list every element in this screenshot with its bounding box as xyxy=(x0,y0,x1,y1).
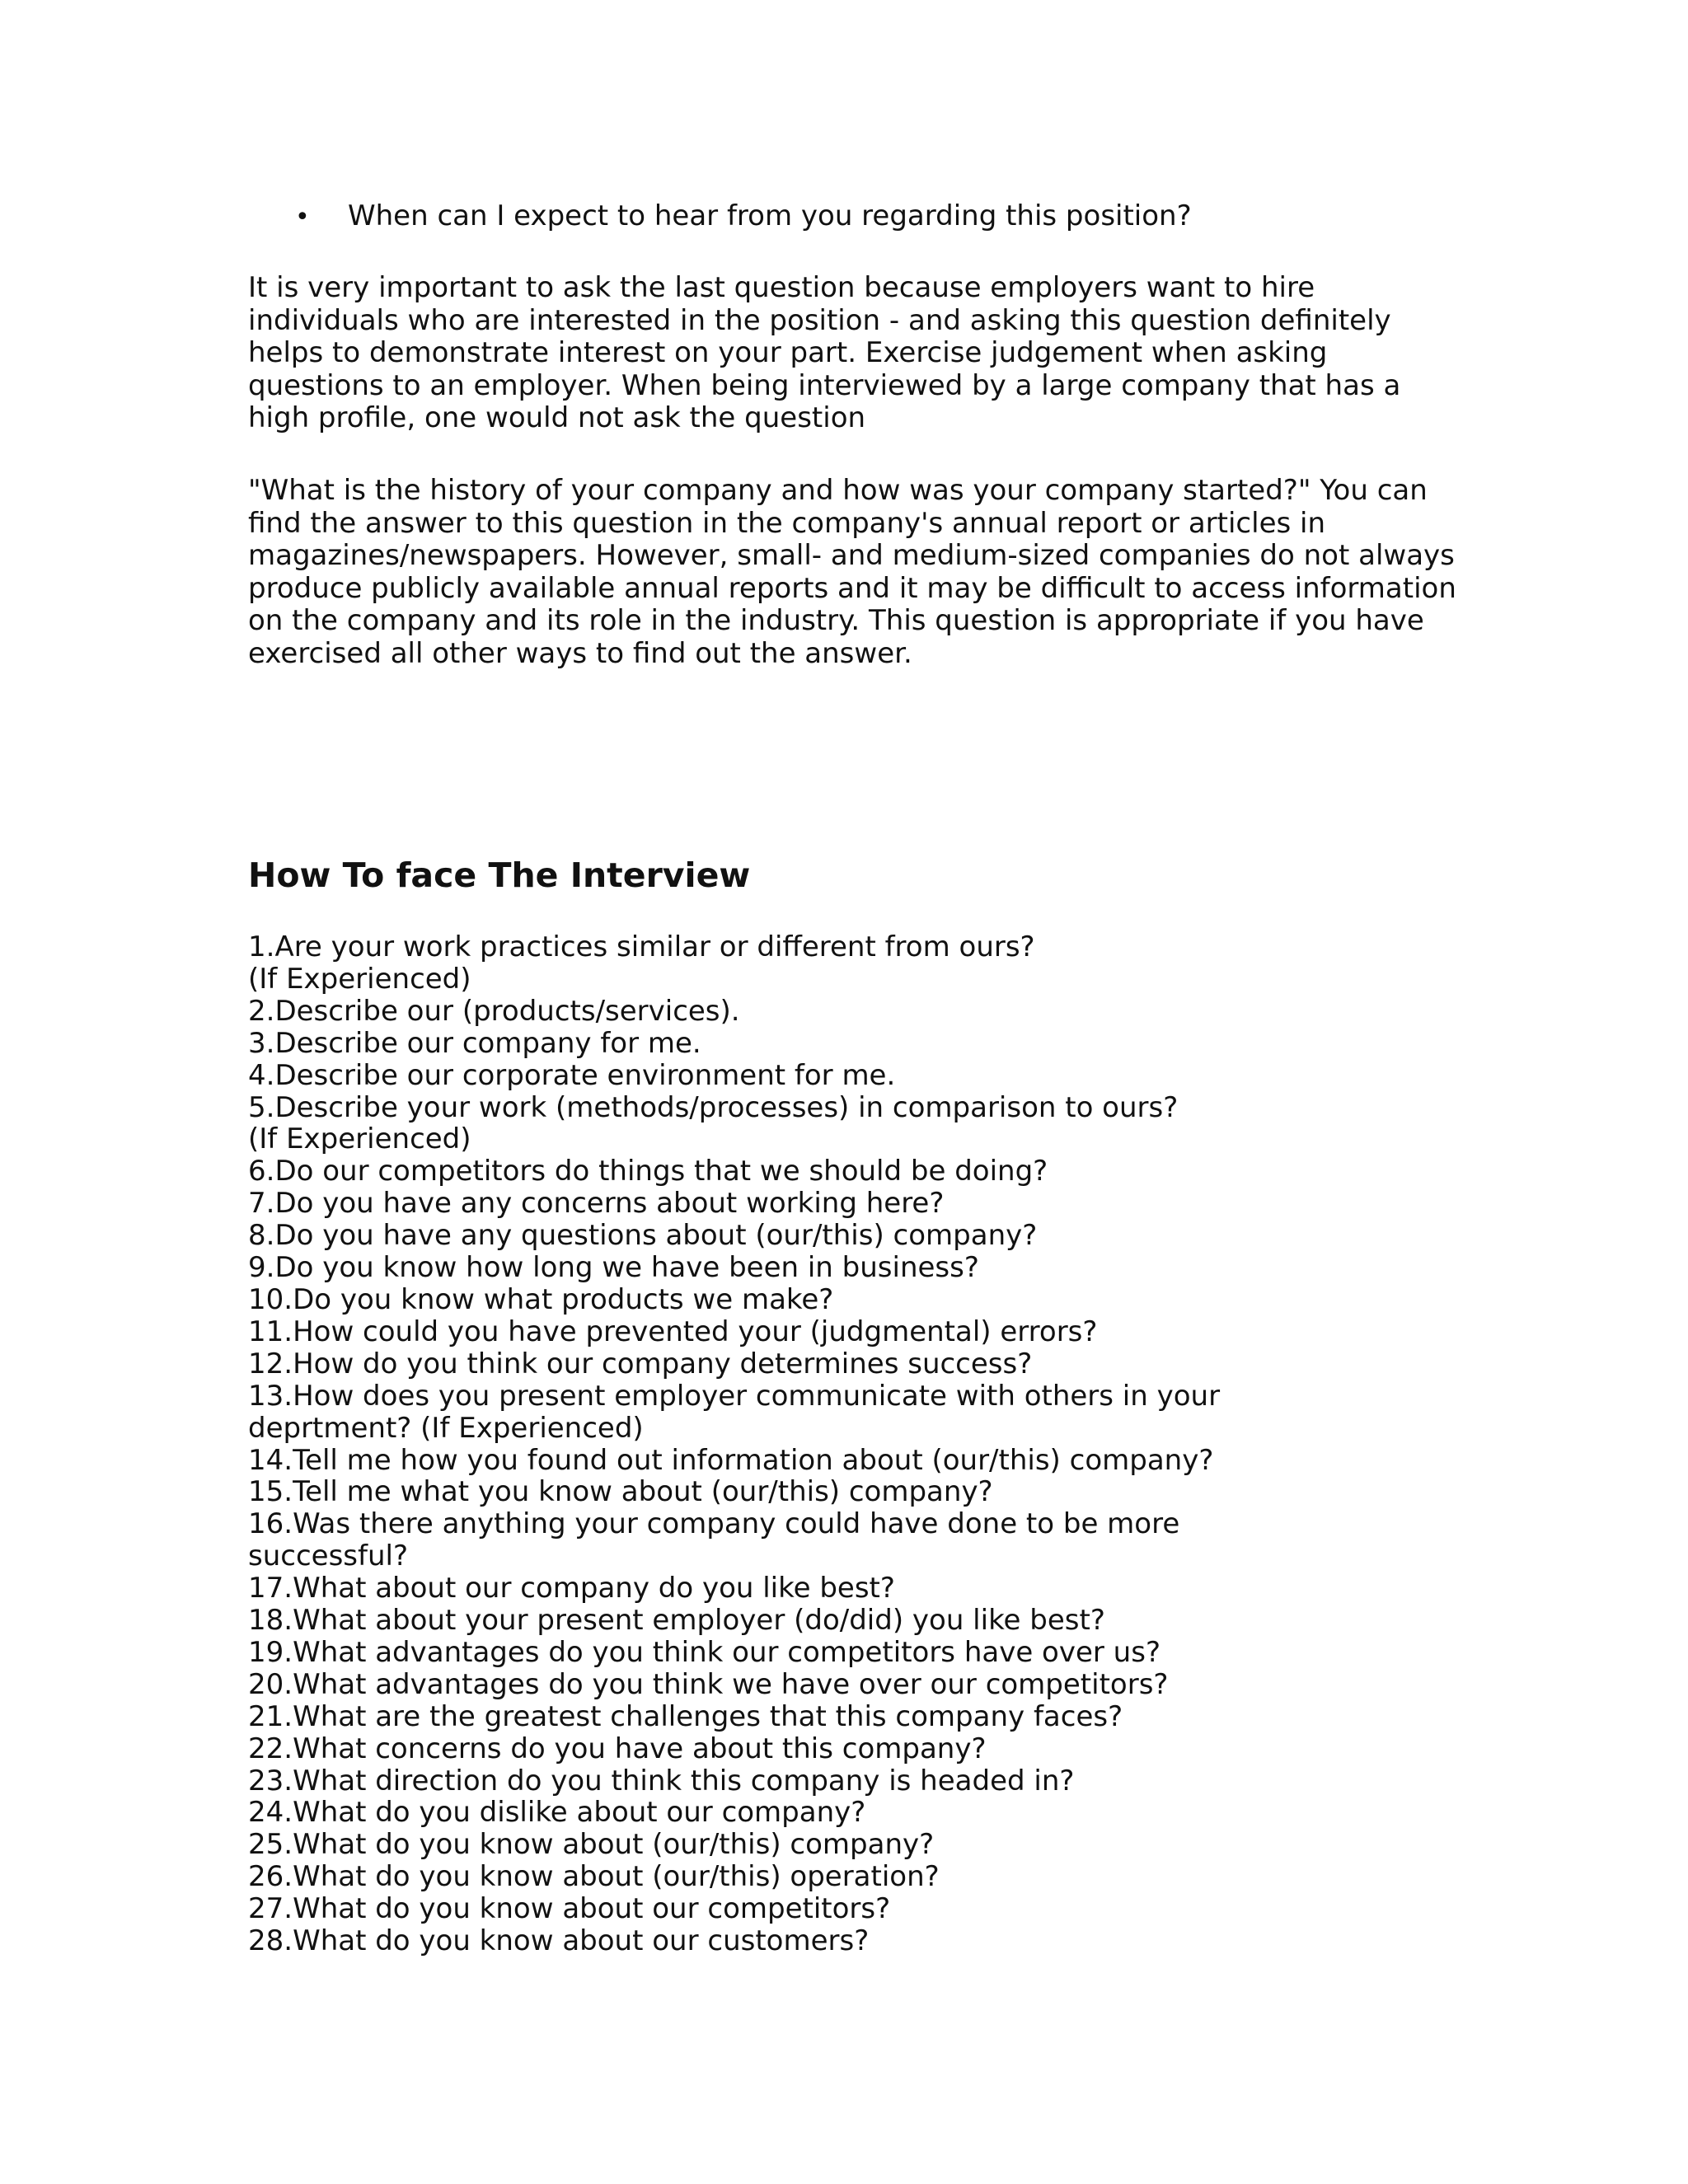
question-line: 13.How does you present employer communicate with others in your xyxy=(248,1379,1221,1413)
paragraph-line: exercised all other ways to find out the answer. xyxy=(248,636,912,670)
question-line: 15.Tell me what you know about (our/this) company? xyxy=(248,1475,993,1509)
question-line: 4.Describe our corporate environment for me. xyxy=(248,1058,896,1092)
paragraph-company-history xyxy=(248,474,1456,670)
question-line: 3.Describe our company for me. xyxy=(248,1026,701,1060)
question-line: 11.How could you have prevented your (judgmental) errors? xyxy=(248,1315,1098,1348)
question-line: (If Experienced) xyxy=(248,1122,471,1156)
question-line: deprtment? (If Experienced) xyxy=(248,1411,644,1445)
question-line: 16.Was there anything your company could have done to be more xyxy=(248,1507,1180,1541)
question-line: 10.Do you know what products we make? xyxy=(248,1282,834,1316)
paragraph-line: individuals who are interested in the position - and asking this question definitely xyxy=(248,303,1391,337)
question-line: 17.What about our company do you like best? xyxy=(248,1572,895,1605)
bullet-item xyxy=(295,196,1192,237)
question-line: 5.Describe your work (methods/processes) in comparison to ours? xyxy=(248,1090,1179,1124)
bullet-text: When can I expect to hear from you regarding this position? xyxy=(348,199,1192,232)
paragraph-line: high profile, one would not ask the question xyxy=(248,401,866,434)
question-line: 20.What advantages do you think we have over our competitors? xyxy=(248,1667,1169,1701)
question-line: 26.What do you know about (our/this) operation? xyxy=(248,1860,940,1894)
question-line: 28.What do you know about our customers? xyxy=(248,1924,870,1958)
question-line: 23.What direction do you think this company is headed in? xyxy=(248,1764,1075,1797)
question-line: 25.What do you know about (our/this) company? xyxy=(248,1828,935,1862)
question-line: 2.Describe our (products/services). xyxy=(248,994,740,1028)
question-line: 7.Do you have any concerns about working here? xyxy=(248,1187,945,1221)
paragraph-line: find the answer to this question in the company's annual report or articles in xyxy=(248,506,1326,540)
section-heading: How To face The Interview xyxy=(248,855,751,895)
paragraph-line: "What is the history of your company and how was your company started?" You can xyxy=(248,474,1428,507)
question-list xyxy=(248,931,1220,1957)
paragraph-line: helps to demonstrate interest on your part. Exercise judgement when asking xyxy=(248,336,1328,369)
bullet-dot-icon: • xyxy=(295,203,310,232)
question-line: 19.What advantages do you think our competitors have over us? xyxy=(248,1635,1160,1669)
paragraph-line: produce publicly available annual reports and it may be difficult to access information xyxy=(248,571,1456,605)
question-line: 22.What concerns do you have about this company? xyxy=(248,1732,987,1765)
question-line: (If Experienced) xyxy=(248,962,471,996)
question-line: 18.What about your present employer (do/did) you like best? xyxy=(248,1604,1105,1638)
question-line: 12.How do you think our company determines success? xyxy=(248,1347,1033,1380)
paragraph-last-question xyxy=(248,272,1443,435)
question-line: 1.Are your work practices similar or different from ours? xyxy=(248,930,1035,963)
question-line: 8.Do you have any questions about (our/this) company? xyxy=(248,1219,1038,1253)
question-line: 14.Tell me how you found out information about (our/this) company? xyxy=(248,1443,1214,1477)
question-line: successful? xyxy=(248,1540,409,1573)
paragraph-line: on the company and its role in the industry. This question is appropriate if you have xyxy=(248,604,1424,637)
paragraph-line: It is very important to ask the last question because employers want to hire xyxy=(248,271,1315,304)
question-line: 24.What do you dislike about our company? xyxy=(248,1796,866,1830)
paragraph-line: magazines/newspapers. However, small- and medium-sized companies do not always xyxy=(248,539,1455,572)
question-line: 6.Do our competitors do things that we should be doing? xyxy=(248,1155,1048,1188)
question-line: 21.What are the greatest challenges that this company faces? xyxy=(248,1699,1123,1733)
question-line: 9.Do you know how long we have been in business? xyxy=(248,1251,979,1285)
question-line: 27.What do you know about our competitors? xyxy=(248,1892,891,1926)
paragraph-line: questions to an employer. When being interviewed by a large company that has a xyxy=(248,368,1401,402)
